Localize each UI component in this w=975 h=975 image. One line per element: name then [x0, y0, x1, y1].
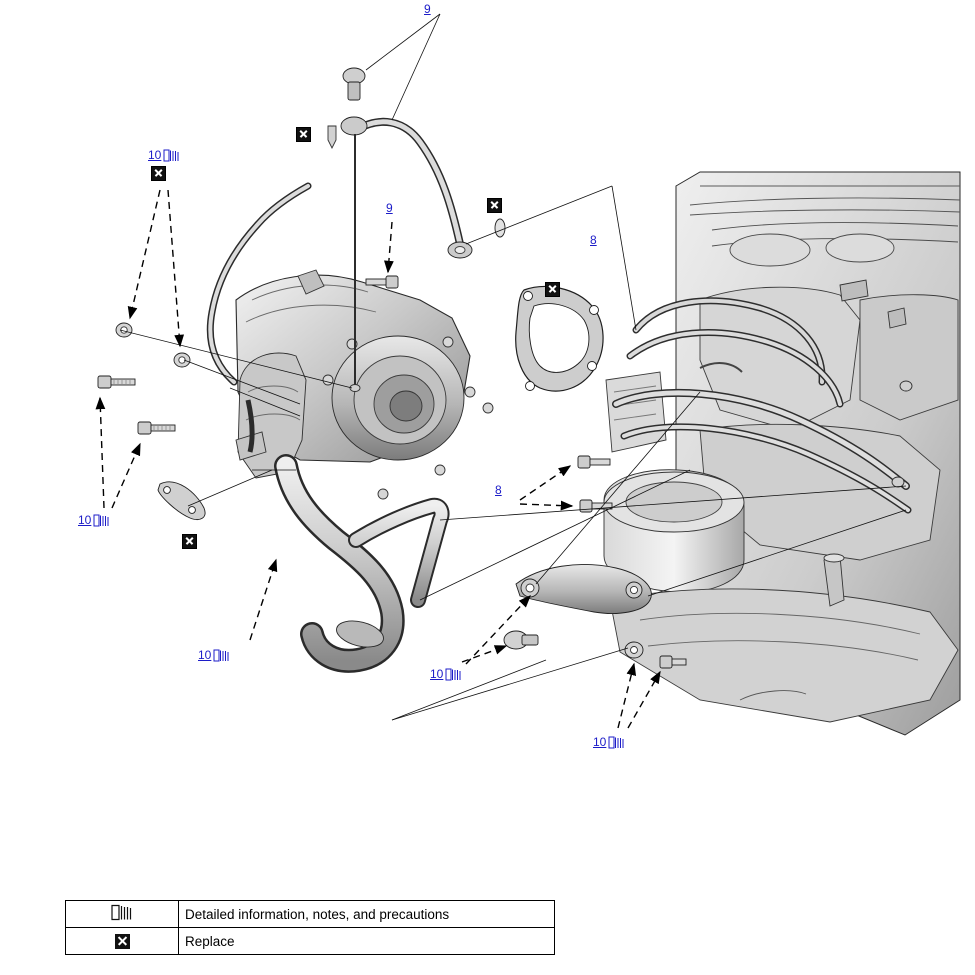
replace-badge-1: [296, 127, 311, 142]
legend-table: [65, 900, 555, 955]
callout-10-bottom-right[interactable]: [593, 735, 624, 749]
callout-number: 10: [593, 735, 607, 749]
book-icon: [93, 514, 109, 527]
callout-number: 10: [78, 513, 92, 527]
callout-number: 9: [386, 201, 393, 215]
legend-text-replace: Replace: [179, 928, 555, 955]
replace-badge-4: [545, 282, 560, 297]
book-icon: [163, 149, 179, 162]
callout-10-bottom-center[interactable]: [430, 667, 461, 681]
callout-10-left[interactable]: [78, 513, 109, 527]
book-icon: [608, 736, 624, 749]
callout-number: 8: [495, 483, 502, 497]
callout-10-bottom-left[interactable]: [198, 648, 229, 662]
callout-number: 10: [148, 148, 162, 162]
legend-row-replace: [66, 928, 555, 955]
callout-9-top[interactable]: [424, 2, 431, 16]
callout-number: 9: [424, 2, 431, 16]
legend-book-cell: [66, 901, 179, 928]
book-icon: [445, 668, 461, 681]
callout-number: 10: [198, 648, 212, 662]
callout-number: 10: [430, 667, 444, 681]
replace-badge-5: [182, 534, 197, 549]
callout-number: 8: [590, 233, 597, 247]
legend-replace-cell: [66, 928, 179, 955]
legend-text-info: Detailed information, notes, and precautions: [179, 901, 555, 928]
legend-row-info: [66, 901, 555, 928]
callout-8-lower[interactable]: [495, 483, 502, 497]
callout-9-middle[interactable]: [386, 201, 393, 215]
replace-icon: [115, 934, 130, 949]
book-icon: [213, 649, 229, 662]
book-icon: [111, 904, 133, 921]
callout-10-upper-left[interactable]: [148, 148, 179, 162]
replace-badge-2: [151, 166, 166, 181]
replace-badge-3: [487, 198, 502, 213]
callout-8-right[interactable]: [590, 233, 597, 247]
